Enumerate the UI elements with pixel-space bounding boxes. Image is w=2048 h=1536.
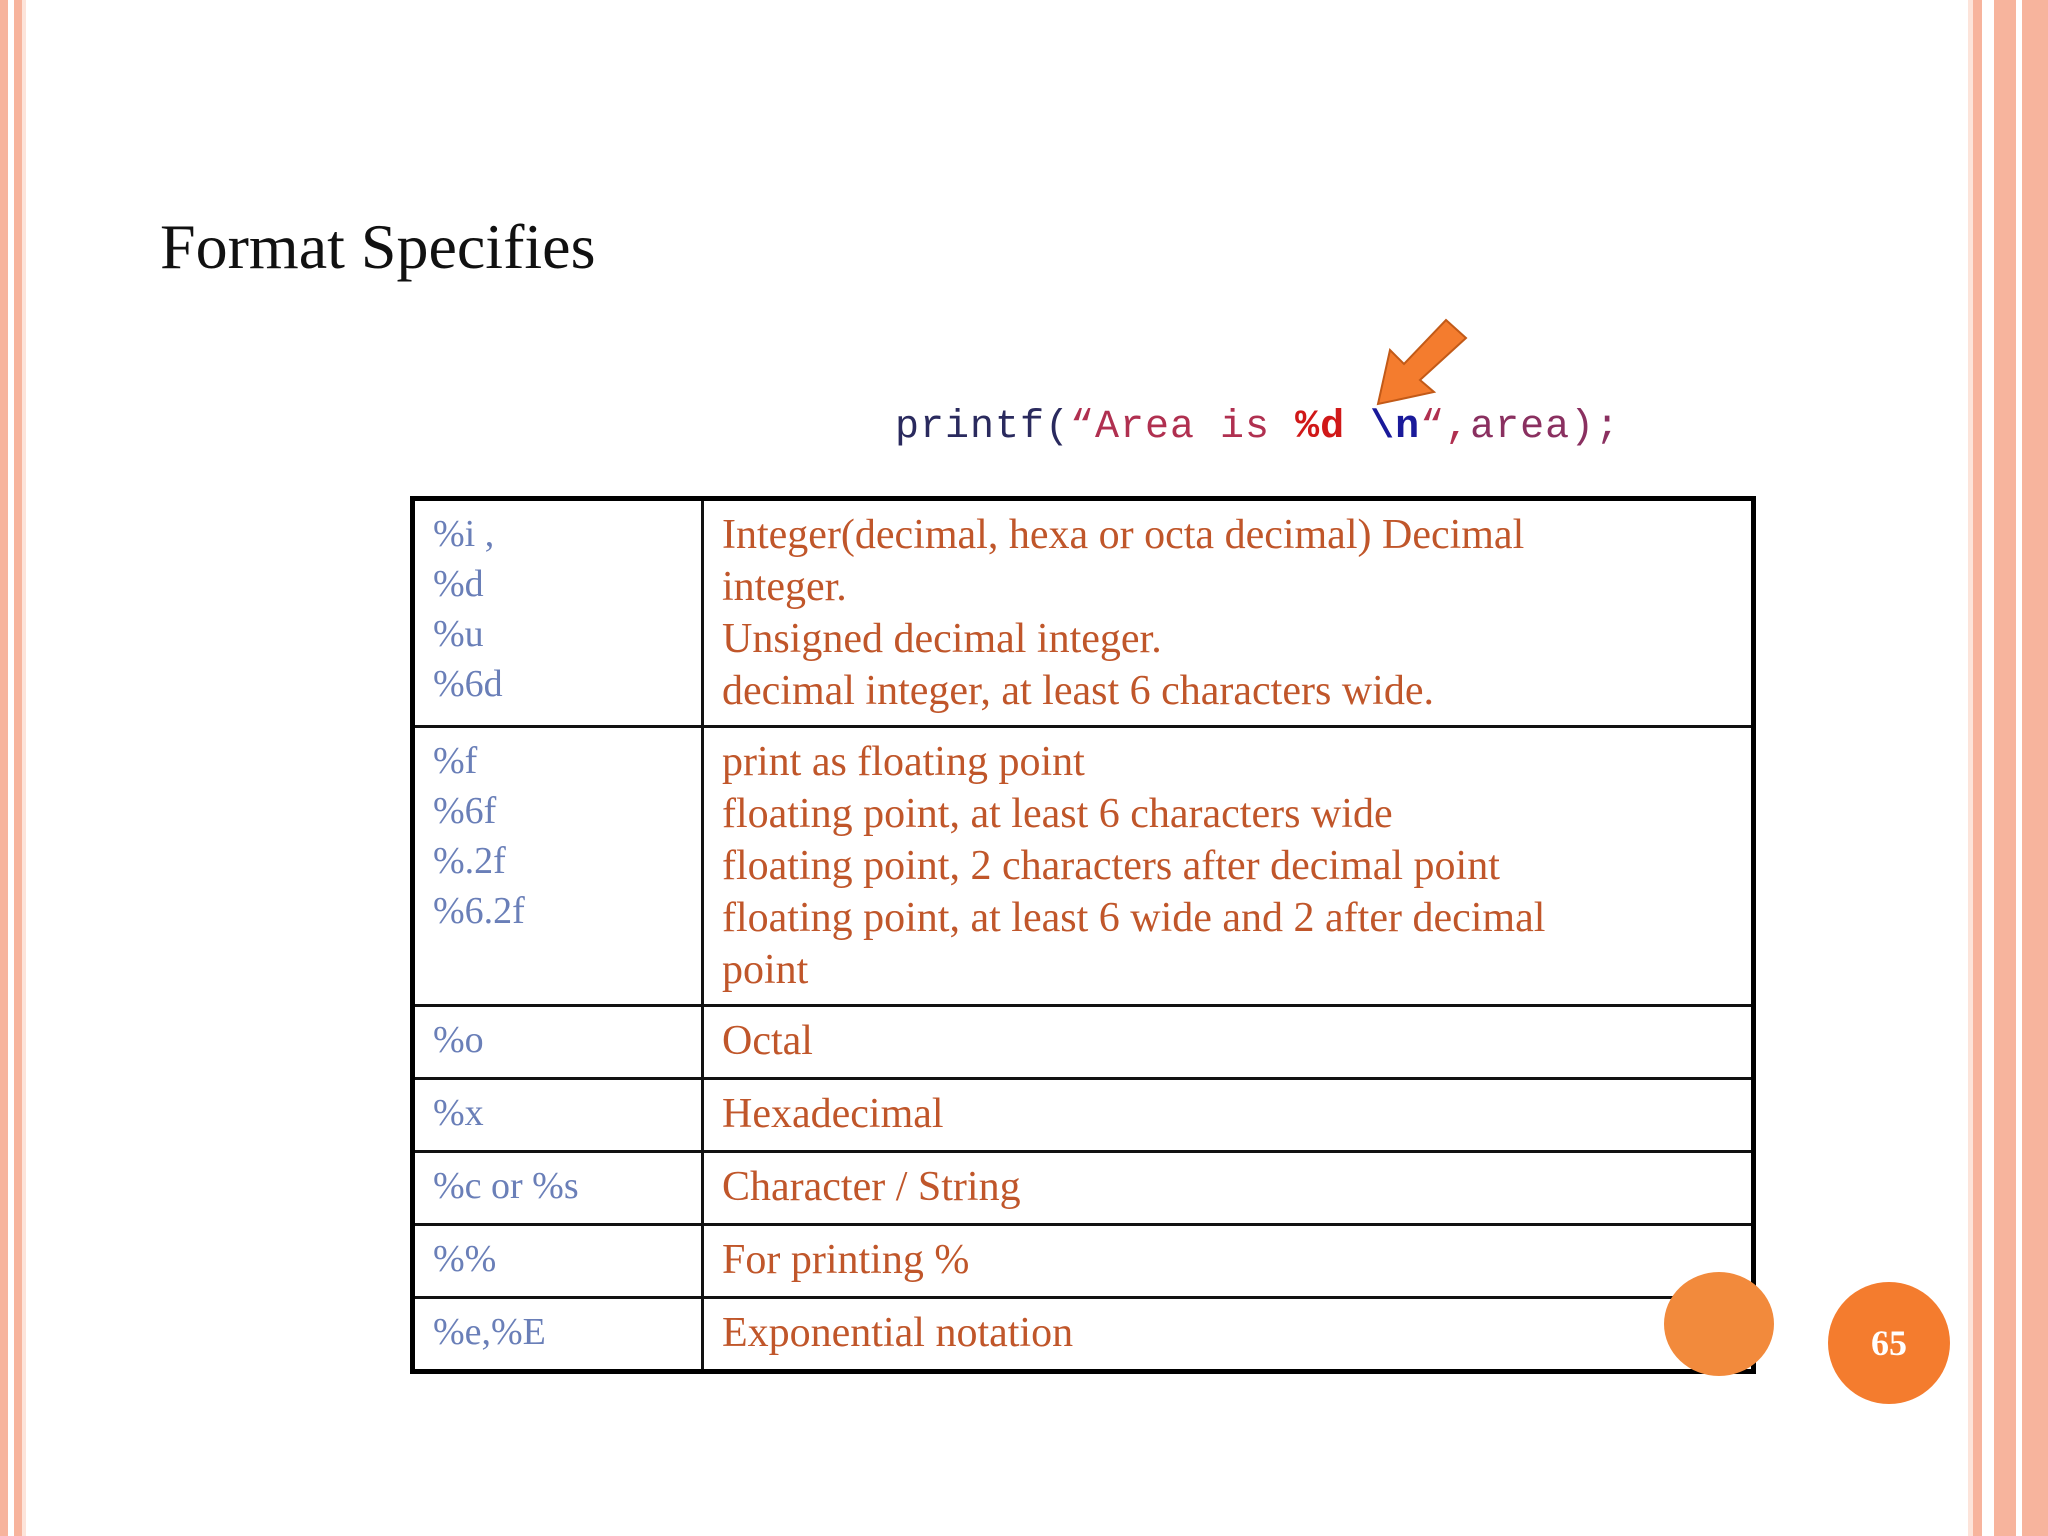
description-cell (703, 1152, 1754, 1225)
code-function: printf( (895, 405, 1071, 450)
description-line: For printing % (722, 1237, 970, 1283)
specifier-code: %.2f (433, 840, 506, 882)
specifier-code: %6.2f (433, 890, 525, 932)
printf-code-line (895, 405, 1620, 450)
code-string-close: “, (1420, 405, 1471, 450)
description-line: print as floating point (722, 739, 1085, 785)
specifier-code: %d (433, 563, 484, 605)
specifier-code: %6d (433, 663, 503, 705)
specifier-code: %c or %s (433, 1165, 579, 1207)
description-line: floating point, 2 characters after decimal point (722, 843, 1500, 889)
specifier-cell (413, 727, 703, 1006)
description-cell (703, 1006, 1754, 1079)
specifier-code: %o (433, 1019, 484, 1061)
description-line: Octal (722, 1018, 813, 1064)
pointer-arrow-icon (1368, 318, 1468, 408)
specifier-cell (413, 1006, 703, 1079)
specifier-code: %e,%E (433, 1311, 546, 1353)
specifier-cell (413, 1152, 703, 1225)
description-cell (703, 1298, 1754, 1372)
specifier-code: %f (433, 740, 478, 782)
specifier-code: %u (433, 613, 484, 655)
description-line: floating point, at least 6 wide and 2 after decimal (722, 895, 1546, 941)
description-cell (703, 1225, 1754, 1298)
code-escape: \n (1370, 405, 1421, 450)
description-line: Exponential notation (722, 1310, 1074, 1356)
code-string-open: “Area is (1070, 405, 1296, 450)
description-line: decimal integer, at least 6 characters wide. (722, 668, 1434, 714)
table-row (413, 1079, 1754, 1152)
decorative-orange-dot (1664, 1272, 1774, 1376)
specifier-cell (413, 1079, 703, 1152)
table-row (413, 1152, 1754, 1225)
slide-left-border (0, 0, 26, 1536)
description-line: Integer(decimal, hexa or octa decimal) Decimal (722, 512, 1525, 558)
description-line: Unsigned decimal integer. (722, 616, 1162, 662)
description-line: Character / String (722, 1164, 1021, 1210)
description-line: integer. (722, 564, 847, 610)
page-number-badge: 65 (1828, 1282, 1950, 1404)
specifier-cell (413, 1225, 703, 1298)
specifier-code: %x (433, 1092, 484, 1134)
description-line: Hexadecimal (722, 1091, 944, 1137)
specifier-code: %6f (433, 790, 497, 832)
description-line: floating point, at least 6 characters wide (722, 791, 1393, 837)
table-row (413, 1298, 1754, 1372)
specifier-code: %% (433, 1238, 497, 1280)
specifier-cell (413, 1298, 703, 1372)
code-space (1345, 405, 1370, 450)
description-cell (703, 1079, 1754, 1152)
slide-right-border (1968, 0, 2048, 1536)
specifier-cell (413, 499, 703, 727)
table-row (413, 1225, 1754, 1298)
code-format-specifier: %d (1295, 405, 1346, 450)
description-line: point (722, 947, 809, 993)
code-argument: area); (1470, 405, 1621, 450)
description-cell (703, 499, 1754, 727)
table-row (413, 727, 1754, 1006)
description-cell (703, 727, 1754, 1006)
specifier-code: %i , (433, 513, 495, 555)
table-row (413, 1006, 1754, 1079)
table-row (413, 499, 1754, 727)
format-specifier-table (410, 496, 1756, 1374)
slide-title: Format Specifies (160, 211, 596, 282)
